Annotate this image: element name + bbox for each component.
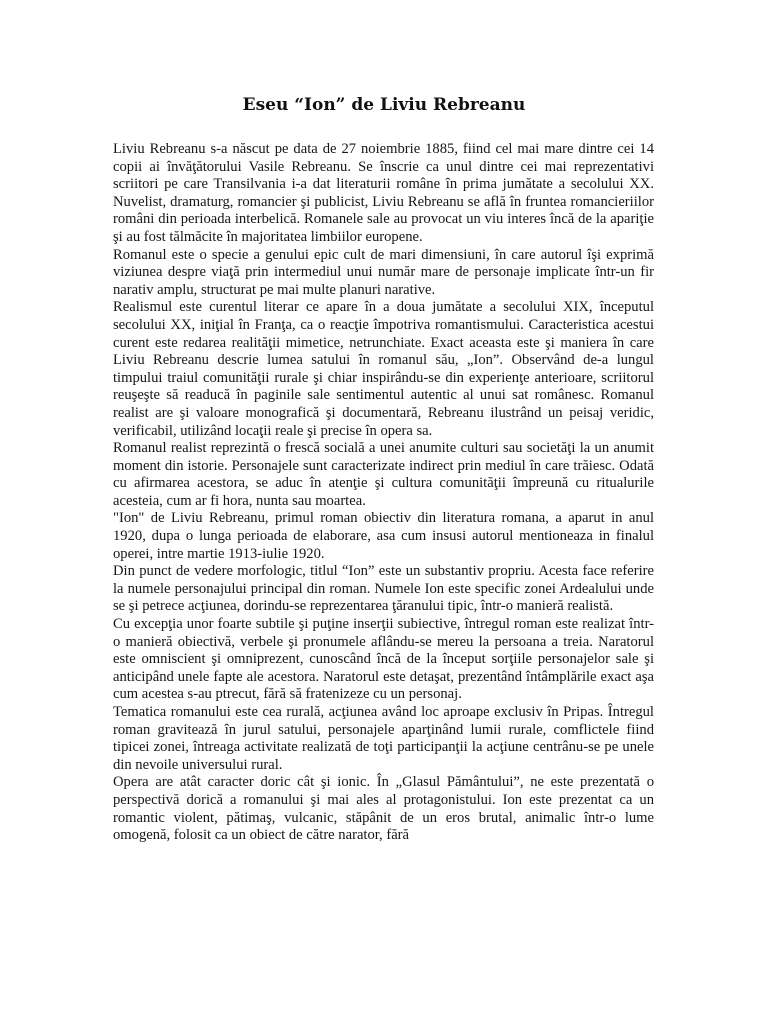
paragraph-novel-definition: Romanul este o specie a genului epic cult de mari dimensiuni, în care autorul îşi exprimă viziunea despre viaţă prin intermediul unui număr mare de personaje implicate într-un fir narativ amplu, structurat pe mai multe planuri narative. [113,246,654,298]
document-title: Eseu “Ion” de Liviu Rebreanu [242,95,526,115]
paragraph-publication: "Ion" de Liviu Rebreanu, primul roman obiectiv din literatura romana, a aparut in anul 1920, dupa o lunga perioada de elaborare, asa cum insusi autorul mentioneaza in finalul operei, intre martie 1913-iulie 1920. [113,510,654,562]
paragraph-title-analysis: Din punct de vedere morfologic, titlul “Ion” este un substantiv propriu. Acesta face referire la numele personajului principal din roman. Numele Ion este specific zonei Ardealului unde se şi petrece acţiunea, dorindu-se reprezentarea ţăranului tipic, într-o manieră realistă. [113,563,654,615]
paragraph-narrator: Cu excepţia unor foarte subtile şi puţine inserţii subiective, întregul roman este realizat într-o manieră obiectivă, verbele şi pronumele aflându-se mereu la persoana a treia. Naratorul este omniscient şi omniprezent, cunoscând încă de la început sorţiile personajelor sale şi anticipând unele fapte ale acestora. Naratorul este detaşat, prezentând întâmplările exact aşa cum acestea s-au ptrecut, fără să fratenizeze cu un personaj. [113,616,654,703]
paragraph-biography: Liviu Rebreanu s-a născut pe data de 27 noiembrie 1885, fiind cel mai mare dintre cei 14 copii ai învăţătorului Vasile Rebreanu. Se înscrie ca unul dintre cei mai reprezentativi scriitori pe care Transilvania i-a dat literaturii române în prima jumătate a secolului XX. Nuvelist, dramaturg, romancier şi publicist, Liviu Rebreanu se află în fruntea romancieriilor români din perioada interbelică. Romanele sale au provocat un viu interes încă de la apariţie şi au fost tălmăcite în majoritatea limbiilor europene. [113,141,654,245]
document-body [113,141,654,845]
paragraph-realism: Realismul este curentul literar ce apare în a doua jumătate a secolului XIX, începutul secolului XX, iniţial în Franţa, ca o reacţie împotriva romantismului. Caracteristica acestui curent este redarea realităţii mimetice, netrunchiate. Exact aceasta este şi maniera în care Liviu Rebreanu descrie lumea satului în romanul său, „Ion”. Observând de-a lungul timpului traiul comunităţii rurale şi chiar inspirându-se din experienţe anterioare, scriitorul reuşeşte să readucă în paginile sale sentimentul autentic al unui sat românesc. Romanul realist are şi valoare monografică şi documentară, Rebreanu ilustrând un peisaj veridic, verificabil, utilizând locaţii reale şi precise în opera sa. [113,299,654,439]
paragraph-theme: Tematica romanului este cea rurală, acţiunea având loc aproape exclusiv în Pripas. Întregul roman gravitează în jurul satului, personajele aparţinând lumii rurale, comflictele fiind tipicei zonei, întreaga activitate realizată de toţi participanţii la acţiune centrânu-se pe unele din nevoile universului rural. [113,704,654,773]
paragraph-social-fresco: Romanul realist reprezintă o frescă socială a unei anumite culturi sau societăţi la un anumit moment din istorie. Personajele sunt caracterizate indirect prin mediul în care trăiesc. Odată cu afirmarea acestora, se aduc în atenţie şi cultura comunităţii împreună cu ritualurile acesteia, cum ar fi hora, nunta sau moartea. [113,440,654,509]
paragraph-doric-ionic: Opera are atât caracter doric cât şi ionic. În „Glasul Pământului”, ne este prezentată o perspectivă dorică a romanului şi mai ales al protagonistului. Ion este prezentat ca un romantic violent, pătimaş, vulcanic, stăpânit de un eros brutal, animalic într-o lume omogenă, folosit ca un obiect de către narator, fără [113,774,654,844]
